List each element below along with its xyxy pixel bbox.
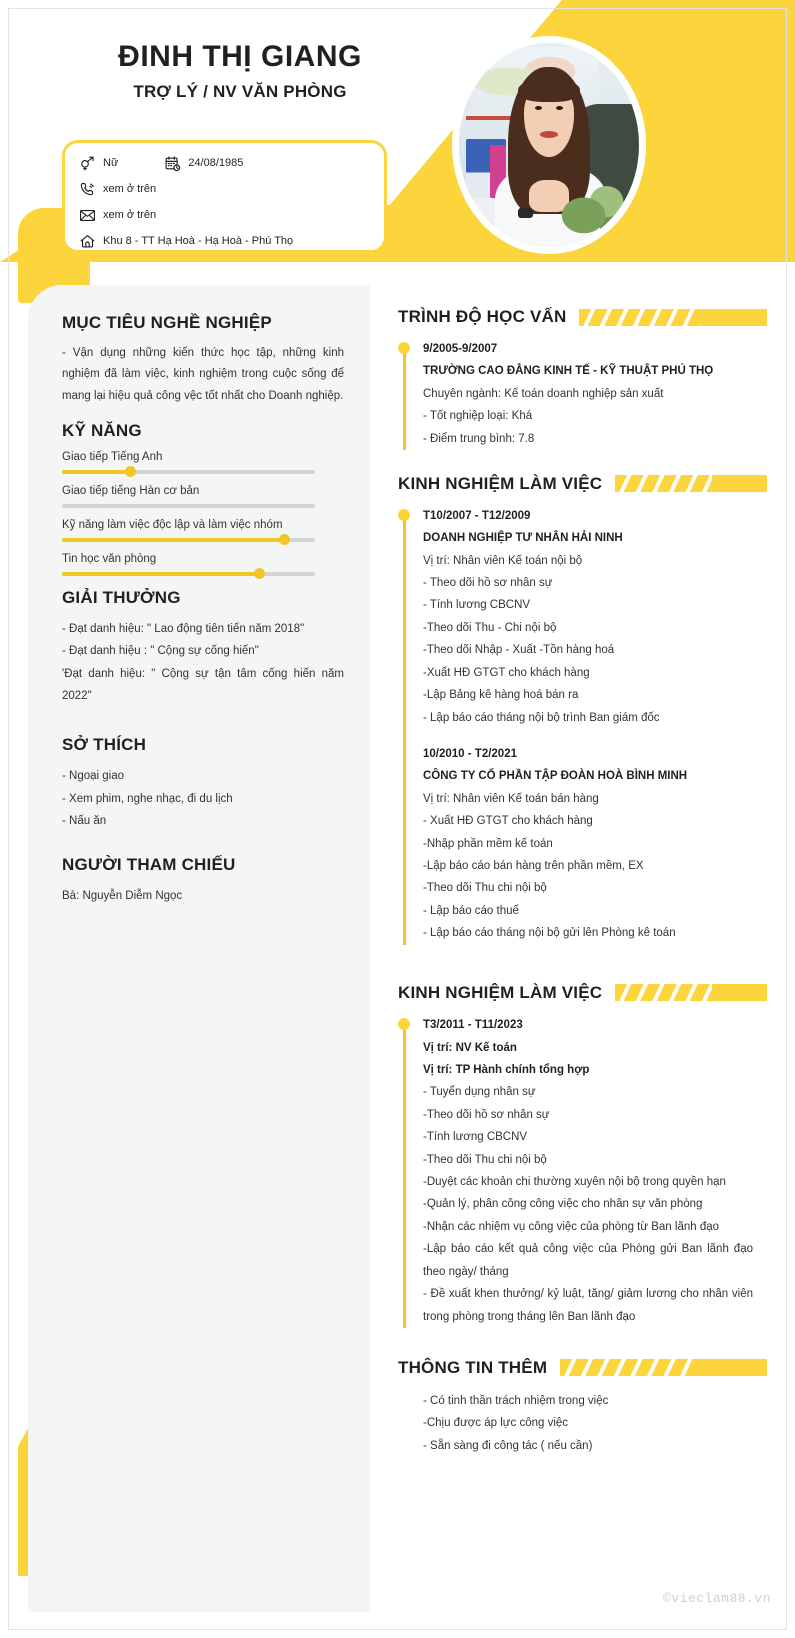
skill-item — [62, 451, 344, 474]
main-content — [370, 285, 767, 1612]
phone-icon — [79, 180, 103, 198]
section-experience-1 — [398, 474, 753, 945]
skill-item — [62, 485, 344, 508]
timeline-entry — [423, 744, 753, 945]
entry-detail: - Lập báo cáo tháng nội bộ trình Ban giám đốc — [423, 711, 660, 724]
skill-fill — [62, 538, 285, 542]
timeline-entry — [423, 506, 753, 729]
entry-detail: - Lập báo cáo tháng nội bộ gửi lên Phòng kê toán — [423, 927, 676, 940]
skill-fill — [62, 572, 259, 576]
reference-heading: NGƯỜI THAM CHIẾU — [62, 854, 236, 874]
phone-value: xem ở trên — [103, 182, 157, 195]
timeline-dot — [398, 342, 410, 354]
reference-item: Bà: Nguyễn Diễm Ngọc — [62, 889, 183, 902]
cv-header — [0, 0, 795, 300]
additional-item: - Có tinh thần trách nhiệm trong việc — [423, 1394, 609, 1407]
timeline-entry — [423, 339, 753, 450]
hobby-item: - Ngoại giao — [62, 770, 125, 783]
timeline-dot — [398, 1018, 410, 1030]
contact-row-email — [79, 206, 370, 224]
skill-label: Kỹ năng làm việc độc lập và làm việc nhóm — [62, 518, 283, 531]
entry-detail: -Theo dõi Thu chi nội bộ — [423, 1153, 547, 1166]
contact-row-gender-birthday — [79, 154, 370, 172]
entry-detail: -Quản lý, phân công công việc cho nhân sự văn phòng — [423, 1198, 703, 1211]
hobby-item: - Xem phim, nghe nhạc, đi du lịch — [62, 792, 233, 805]
gender-icon — [79, 154, 103, 172]
entry-detail: -Lập báo cáo bán hàng trên phần mềm, EX — [423, 859, 644, 872]
entry-date: 10/2010 - T2/2021 — [423, 748, 517, 761]
page-title: ĐINH THỊ GIANG — [118, 40, 362, 73]
contact-row-phone — [79, 180, 370, 198]
address-value: Khu 8 - TT Hạ Hoà - Hạ Hoà - Phú Thọ — [103, 234, 294, 247]
skill-label: Giao tiếp Tiếng Anh — [62, 450, 163, 463]
contact-card — [62, 140, 387, 253]
skills-heading: KỸ NĂNG — [62, 420, 142, 440]
section-education — [398, 307, 753, 450]
entry-detail: Vị trí: Nhân viên Kế toán bán hàng — [423, 792, 599, 805]
entry-date: 9/2005-9/2007 — [423, 343, 498, 355]
home-icon — [79, 232, 103, 250]
section-skills — [62, 421, 344, 576]
entry-detail: -Theo dõi hồ sơ nhân sự — [423, 1108, 550, 1121]
section-reference — [62, 855, 344, 907]
entry-organization: CÔNG TY CỔ PHẦN TẬP ĐOÀN HOÀ BÌNH MINH — [423, 769, 688, 782]
hobby-item: - Nấu ăn — [62, 815, 107, 828]
skill-item — [62, 519, 344, 542]
skill-item — [62, 553, 344, 576]
skill-label: Giao tiếp tiếng Hàn cơ bản — [62, 484, 200, 497]
section-hobbies — [62, 735, 344, 832]
education-heading-stripe — [579, 309, 767, 326]
experience2-timeline — [398, 1015, 753, 1328]
entry-detail: - Xuất HĐ GTGT cho khách hàng — [423, 815, 593, 828]
additional-heading: THÔNG TIN THÊM — [398, 1357, 548, 1377]
entry-detail: -Xuất HĐ GTGT cho khách hàng — [423, 666, 590, 679]
gender-value: Nữ — [103, 156, 119, 169]
entry-detail: -Theo dõi Nhập - Xuất -Tồn hàng hoá — [423, 644, 615, 657]
education-timeline — [398, 339, 753, 450]
additional-item: - Sẵn sàng đi công tác ( nếu cần) — [423, 1439, 593, 1452]
experience2-heading: KINH NGHIỆM LÀM VIỆC — [398, 982, 603, 1002]
experience1-heading: KINH NGHIỆM LÀM VIỆC — [398, 473, 603, 493]
entry-detail: - Tốt nghiệp loại: Khá — [423, 410, 533, 423]
skill-fill — [62, 470, 130, 474]
entry-organization: DOANH NGHIỆP TƯ NHÂN HẢI NINH — [423, 531, 623, 544]
avatar — [452, 36, 646, 254]
timeline-line — [403, 1024, 406, 1328]
watermark: ©vieclam88.vn — [663, 1591, 771, 1606]
job-title: TRỢ LÝ / NV VĂN PHÒNG — [133, 82, 347, 101]
entry-detail: -Tính lương CBCNV — [423, 1131, 528, 1144]
entry-date: T3/2011 - T11/2023 — [423, 1018, 523, 1031]
section-awards — [62, 588, 344, 708]
additional-list — [398, 1390, 753, 1457]
envelope-icon — [79, 206, 103, 224]
additional-item: -Chịu được áp lực công việc — [423, 1417, 569, 1430]
entry-detail: Chuyên ngành: Kế toán doanh nghiệp sản xuất — [423, 387, 664, 400]
hobbies-heading: SỞ THÍCH — [62, 735, 147, 755]
skill-knob[interactable] — [125, 466, 136, 477]
objective-text: - Vận dụng những kiến thức học tập, những kinh nghiệm đã làm việc, kinh nghiệm trong cuộc sống để mang lại hiệu quả công vệc tốt nhất cho Doanh nghiệp. — [62, 347, 344, 402]
entry-detail: -Theo dõi Thu chi nội bộ — [423, 882, 547, 895]
timeline-dot — [398, 509, 410, 521]
entry-detail: -Nhận các nhiệm vụ công việc của phòng từ Ban lãnh đạo — [423, 1220, 720, 1233]
skill-knob[interactable] — [254, 568, 265, 579]
entry-date: T10/2007 - T12/2009 — [423, 509, 531, 522]
entry-detail: - Tính lương CBCNV — [423, 599, 531, 612]
section-objective — [62, 313, 344, 407]
contact-row-address — [79, 232, 370, 250]
education-heading: TRÌNH ĐỘ HỌC VẤN — [398, 307, 567, 326]
birthday-value: 24/08/1985 — [188, 156, 244, 169]
sidebar — [28, 285, 370, 1612]
timeline-line — [403, 515, 406, 945]
additional-heading-stripe — [560, 1359, 767, 1376]
entry-detail: - Đề xuất khen thưởng/ kỷ luật, tăng/ giảm lương cho nhân viên trong phòng trong tháng lên Ban lãnh đạo — [423, 1288, 753, 1323]
objective-heading: MỤC TIÊU NGHỀ NGHIỆP — [62, 313, 272, 332]
timeline-entry — [423, 1015, 753, 1328]
email-value: xem ở trên — [103, 208, 157, 221]
experience1-heading-stripe — [615, 475, 767, 492]
entry-detail: - Lập báo cáo thuế — [423, 904, 519, 917]
entry-detail: -Theo dõi Thu - Chi nội bộ — [423, 621, 557, 634]
entry-detail: - Tuyển dụng nhân sự — [423, 1086, 536, 1099]
experience1-timeline — [398, 506, 753, 945]
entry-detail: Vị trí: Nhân viên Kế toán nội bộ — [423, 554, 583, 567]
portrait-photo — [459, 43, 639, 247]
skill-slider[interactable] — [62, 538, 315, 542]
awards-heading: GIẢI THƯỞNG — [62, 587, 181, 607]
award-item: - Đạt danh hiệu: " Lao động tiên tiến năm 2018" — [62, 622, 305, 635]
entry-detail: -Lập báo cáo kết quả công việc của Phòng gửi Ban lãnh đạo theo ngày/ tháng — [423, 1243, 753, 1278]
entry-detail: -Lập Bảng kê hàng hoá bán ra — [423, 689, 579, 702]
entry-role: Vị trí: TP Hành chính tổng hợp — [423, 1063, 590, 1076]
skill-slider[interactable] — [62, 504, 315, 508]
section-additional-info — [398, 1358, 753, 1457]
entry-detail: -Nhập phần mềm kế toán — [423, 837, 553, 850]
entry-detail: -Duyệt các khoản chi thường xuyên nội bộ trong quyền hạn — [423, 1176, 726, 1189]
timeline-line — [403, 348, 406, 450]
award-item: - Đạt danh hiệu : " Cộng sự cống hiến" — [62, 645, 259, 658]
award-item: 'Đạt danh hiệu: " Cộng sự tận tâm cống hiến năm 2022" — [62, 667, 344, 703]
skill-knob[interactable] — [279, 534, 290, 545]
section-experience-2 — [398, 983, 753, 1328]
experience2-heading-stripe — [615, 984, 767, 1001]
entry-detail: - Theo dõi hồ sơ nhân sự — [423, 577, 553, 590]
calendar-icon — [164, 154, 188, 172]
skill-label: Tin học văn phòng — [62, 552, 157, 565]
entry-role: Vị trí: NV Kế toán — [423, 1041, 517, 1054]
entry-organization: TRƯỜNG CAO ĐẲNG KINH TẾ - KỸ THUẬT PHÚ THỌ — [423, 364, 714, 377]
skill-slider[interactable] — [62, 572, 315, 576]
skill-slider[interactable] — [62, 470, 315, 474]
entry-detail: - Điểm trung bình: 7.8 — [423, 432, 535, 445]
